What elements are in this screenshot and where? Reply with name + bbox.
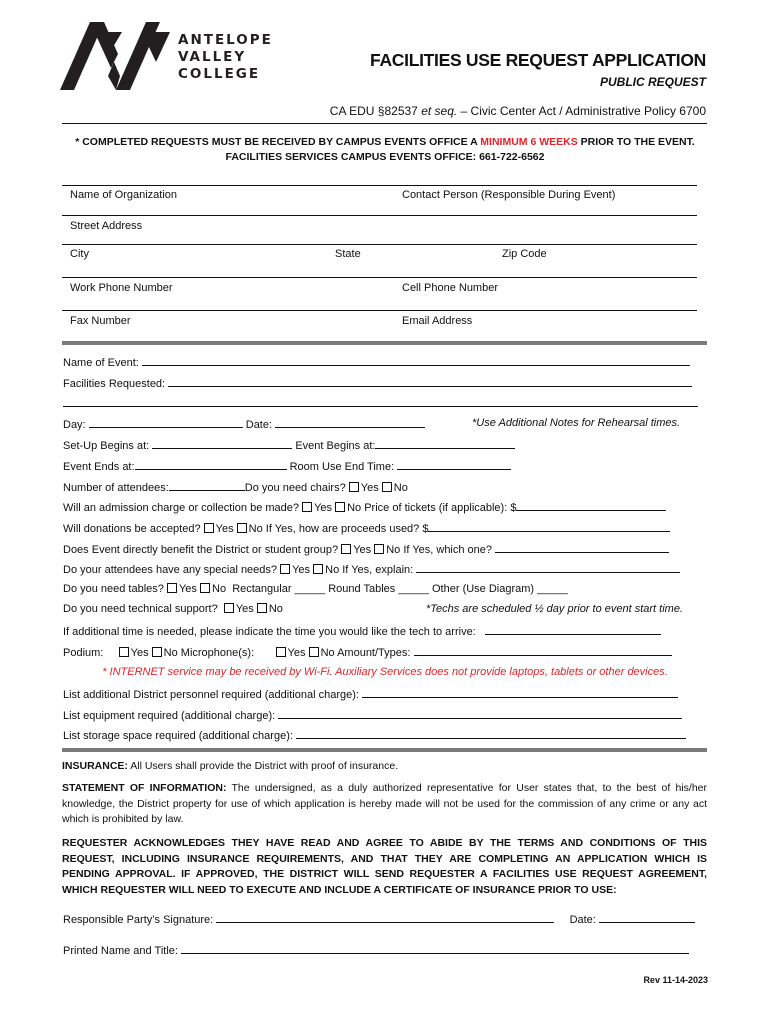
yes-label: Yes: [287, 647, 306, 659]
reference-italic: et seq.: [421, 104, 458, 118]
logo-line-3: COLLEGE: [178, 66, 261, 82]
tech-note: *Techs are scheduled ½ day prior to event start time.: [426, 603, 684, 615]
divider: [62, 185, 697, 186]
city-field[interactable]: City: [70, 248, 89, 260]
fax-field[interactable]: Fax Number: [70, 315, 131, 327]
day-row[interactable]: [63, 417, 425, 431]
setup-label: Set-Up Begins at:: [63, 440, 150, 452]
facilities-label: Facilities Requested:: [63, 378, 166, 390]
divider: [62, 244, 697, 245]
storage-line[interactable]: [296, 728, 686, 739]
printed-name-row[interactable]: [63, 943, 689, 957]
acknowledgement-paragraph: REQUESTER ACKNOWLEDGES THEY HAVE READ AND AGREE TO ABIDE BY THE TERMS AND CONDITIONS OF THIS REQUEST, INCLUDING INSURANCE REQUIREMENTS, AND THAT THEY ARE COMPLETING AN APPLICATION WHICH IS PENDING APPROVAL. IF APPROVED, THE DISTRICT WILL SEND REQUESTER A FACILITIES USE REQUEST AGREEMENT, WHICH REQUESTER WILL NEED TO EXECUTE AND INCLUDE A CERTIFICATE OF INSURANCE PRIOR TO USE:: [62, 837, 707, 896]
logo-line-2: VALLEY: [178, 49, 247, 65]
divider: [62, 215, 697, 216]
event-name-label: Name of Event:: [63, 357, 139, 369]
setup-line[interactable]: [152, 438, 292, 449]
no-label: No: [248, 523, 263, 535]
form-title: FACILITIES USE REQUEST APPLICATION: [370, 50, 706, 70]
tech-no-checkbox[interactable]: [257, 603, 267, 613]
proceeds-label: If Yes, how are proceeds used? $: [265, 523, 429, 535]
yes-label: Yes: [360, 482, 379, 494]
office-phone-notice: FACILITIES SERVICES CAMPUS EVENTS OFFICE: 661-722-6562: [225, 151, 545, 163]
room-end-label: Room Use End Time:: [289, 461, 395, 473]
event-name-line[interactable]: [142, 355, 690, 366]
admission-row[interactable]: [63, 500, 666, 514]
personnel-label: List additional District personnel required (additional charge):: [63, 689, 359, 701]
tech-label: Do you need technical support?: [63, 603, 218, 615]
divider: [62, 277, 697, 278]
tech-arrival-line[interactable]: [485, 624, 661, 635]
chairs-no-checkbox[interactable]: [382, 482, 392, 492]
special-needs-yes-checkbox[interactable]: [280, 564, 290, 574]
signature-line[interactable]: [216, 912, 554, 923]
reference-prefix: CA EDU §82537: [329, 104, 422, 118]
signature-row[interactable]: [63, 912, 695, 926]
admission-label: Will an admission charge or collection be made?: [63, 502, 300, 514]
work-phone-field[interactable]: Work Phone Number: [70, 282, 173, 294]
printed-name-label: Printed Name and Title:: [63, 945, 178, 957]
event-end-row[interactable]: [63, 459, 511, 473]
admission-yes-checkbox[interactable]: [302, 502, 312, 512]
event-begins-label: Event Begins at:: [295, 440, 376, 452]
day-line[interactable]: [89, 417, 243, 428]
round-tables-label: Round Tables _____: [328, 583, 429, 595]
which-one-label: If Yes, which one?: [403, 544, 493, 556]
attendees-line[interactable]: [169, 480, 245, 491]
storage-label: List storage space required (additional charge):: [63, 730, 293, 742]
tech-row[interactable]: [63, 603, 283, 615]
attendees-label: Number of attendees:: [63, 482, 169, 494]
equipment-line[interactable]: [278, 708, 682, 719]
which-one-line[interactable]: [495, 542, 669, 553]
yes-label: Yes: [314, 502, 333, 514]
rehearsal-note: *Use Additional Notes for Rehearsal times.: [472, 417, 681, 429]
rectangular-label: Rectangular _____: [232, 583, 326, 595]
form-subtitle: PUBLIC REQUEST: [599, 75, 706, 89]
tables-row[interactable]: [63, 583, 568, 595]
setup-row[interactable]: [63, 438, 515, 452]
signature-date-line[interactable]: [599, 912, 695, 923]
storage-row[interactable]: [63, 728, 686, 742]
signature-date-label: Date:: [569, 914, 596, 926]
yes-label: Yes: [292, 564, 311, 576]
other-diagram-label: Other (Use Diagram) _____: [432, 583, 568, 595]
yes-label: Yes: [353, 544, 372, 556]
date-line[interactable]: [275, 417, 425, 428]
org-name-field[interactable]: Name of Organization: [70, 189, 177, 201]
facilities-line[interactable]: [168, 376, 692, 387]
event-name-row[interactable]: [63, 355, 690, 369]
proceeds-line[interactable]: [428, 521, 670, 532]
no-label: No: [268, 603, 283, 615]
benefit-yes-checkbox[interactable]: [341, 544, 351, 554]
personnel-row[interactable]: [63, 687, 678, 701]
internet-note: * INTERNET service may be received by Wi-Fi. Auxiliary Services does not provide laptops, tablets or other devices.: [102, 666, 668, 678]
special-needs-row[interactable]: [63, 562, 680, 576]
street-address-field[interactable]: Street Address: [70, 220, 143, 232]
email-field[interactable]: Email Address: [402, 315, 473, 327]
no-label: No: [347, 502, 362, 514]
cell-phone-field[interactable]: Cell Phone Number: [402, 282, 498, 294]
event-ends-label: Event Ends at:: [63, 461, 135, 473]
donations-row[interactable]: [63, 521, 670, 535]
yes-label: Yes: [130, 647, 149, 659]
day-label: Day:: [63, 419, 86, 431]
podium-row[interactable]: [63, 645, 672, 659]
tech-yes-checkbox[interactable]: [224, 603, 234, 613]
printed-name-line[interactable]: [181, 943, 689, 954]
podium-no-checkbox[interactable]: [152, 647, 162, 657]
event-begins-line[interactable]: [375, 438, 515, 449]
tables-no-checkbox[interactable]: [200, 583, 210, 593]
tables-label: Do you need tables?: [63, 583, 164, 595]
mic-yes-checkbox[interactable]: [276, 647, 286, 657]
donations-yes-checkbox[interactable]: [204, 523, 214, 533]
no-label: No: [325, 564, 340, 576]
no-label: No: [212, 583, 227, 595]
legal-reference: [330, 104, 706, 118]
reference-suffix: – Civic Center Act / Administrative Policy 6700: [457, 104, 706, 118]
deadline-notice: [0, 136, 770, 148]
notice-text-2: PRIOR TO THE EVENT.: [577, 136, 695, 148]
no-label: No: [163, 647, 178, 659]
statement-paragraph: [62, 781, 707, 828]
event-ends-line[interactable]: [135, 459, 287, 470]
equipment-row[interactable]: [63, 708, 682, 722]
statement-text: The undersigned, as a duly authorized representative for User states that, to the best of his/her knowledge, the District property for use of which application is hereby made will not be used for the commission of any crime or any act which is prohibited by law.: [62, 782, 708, 825]
explain-line[interactable]: [416, 562, 680, 573]
no-label: No: [393, 482, 408, 494]
podium-yes-checkbox[interactable]: [119, 647, 129, 657]
insurance-label: INSURANCE:: [62, 760, 128, 772]
chairs-label: Do you need chairs?: [244, 482, 346, 494]
revision-label: Rev 11-14-2023: [643, 975, 708, 985]
tech-arrival-row[interactable]: [63, 624, 661, 638]
microphones-label: Microphone(s):: [180, 647, 255, 659]
benefit-row[interactable]: [63, 542, 669, 556]
yes-label: Yes: [178, 583, 197, 595]
no-label: No: [386, 544, 401, 556]
state-field[interactable]: State: [335, 248, 361, 260]
contact-person-field[interactable]: Contact Person (Responsible During Event): [402, 189, 616, 201]
amount-types-label: Amount/Types:: [337, 647, 411, 659]
tables-yes-checkbox[interactable]: [167, 583, 177, 593]
special-needs-no-checkbox[interactable]: [313, 564, 323, 574]
yes-label: Yes: [235, 603, 254, 615]
date-label: Date:: [245, 419, 273, 431]
section-bar: [62, 341, 707, 345]
equipment-label: List equipment required (additional charge):: [63, 710, 276, 722]
benefit-label: Does Event directly benefit the District or student group?: [63, 544, 339, 556]
notice-highlight: MINIMUM 6 WEEKS: [480, 136, 578, 148]
logo-mark-icon: [60, 22, 172, 92]
donations-no-checkbox[interactable]: [237, 523, 247, 533]
yes-label: Yes: [215, 523, 234, 535]
facilities-row[interactable]: [63, 376, 692, 390]
divider: [62, 310, 697, 311]
section-bar: [62, 748, 707, 752]
no-label: No: [320, 647, 335, 659]
price-label: Price of tickets (if applicable): $: [364, 502, 517, 514]
logo-line-1: ANTELOPE: [178, 32, 273, 48]
benefit-no-checkbox[interactable]: [374, 544, 384, 554]
signature-label: Responsible Party’s Signature:: [63, 914, 214, 926]
personnel-line[interactable]: [362, 687, 678, 698]
special-needs-label: Do your attendees have any special needs?: [63, 564, 278, 576]
podium-label: Podium:: [63, 647, 104, 659]
header-divider: [62, 123, 707, 124]
tech-arrival-label: If additional time is needed, please indicate the time you would like the tech to arrive:: [63, 626, 476, 638]
zip-field[interactable]: Zip Code: [502, 248, 547, 260]
attendees-row[interactable]: [63, 480, 408, 494]
admission-no-checkbox[interactable]: [335, 502, 345, 512]
explain-label: If Yes, explain:: [342, 564, 414, 576]
mic-no-checkbox[interactable]: [309, 647, 319, 657]
insurance-text: All Users shall provide the District with proof of insurance.: [127, 760, 399, 772]
chairs-yes-checkbox[interactable]: [349, 482, 359, 492]
donations-label: Will donations be accepted?: [63, 523, 201, 535]
divider: [63, 406, 698, 407]
statement-label: STATEMENT OF INFORMATION:: [62, 782, 227, 794]
notice-text-1: * COMPLETED REQUESTS MUST BE RECEIVED BY CAMPUS EVENTS OFFICE A: [75, 136, 481, 148]
room-end-line[interactable]: [397, 459, 511, 470]
insurance-paragraph: [62, 759, 707, 775]
price-line[interactable]: [516, 500, 666, 511]
amount-types-line[interactable]: [414, 645, 672, 656]
